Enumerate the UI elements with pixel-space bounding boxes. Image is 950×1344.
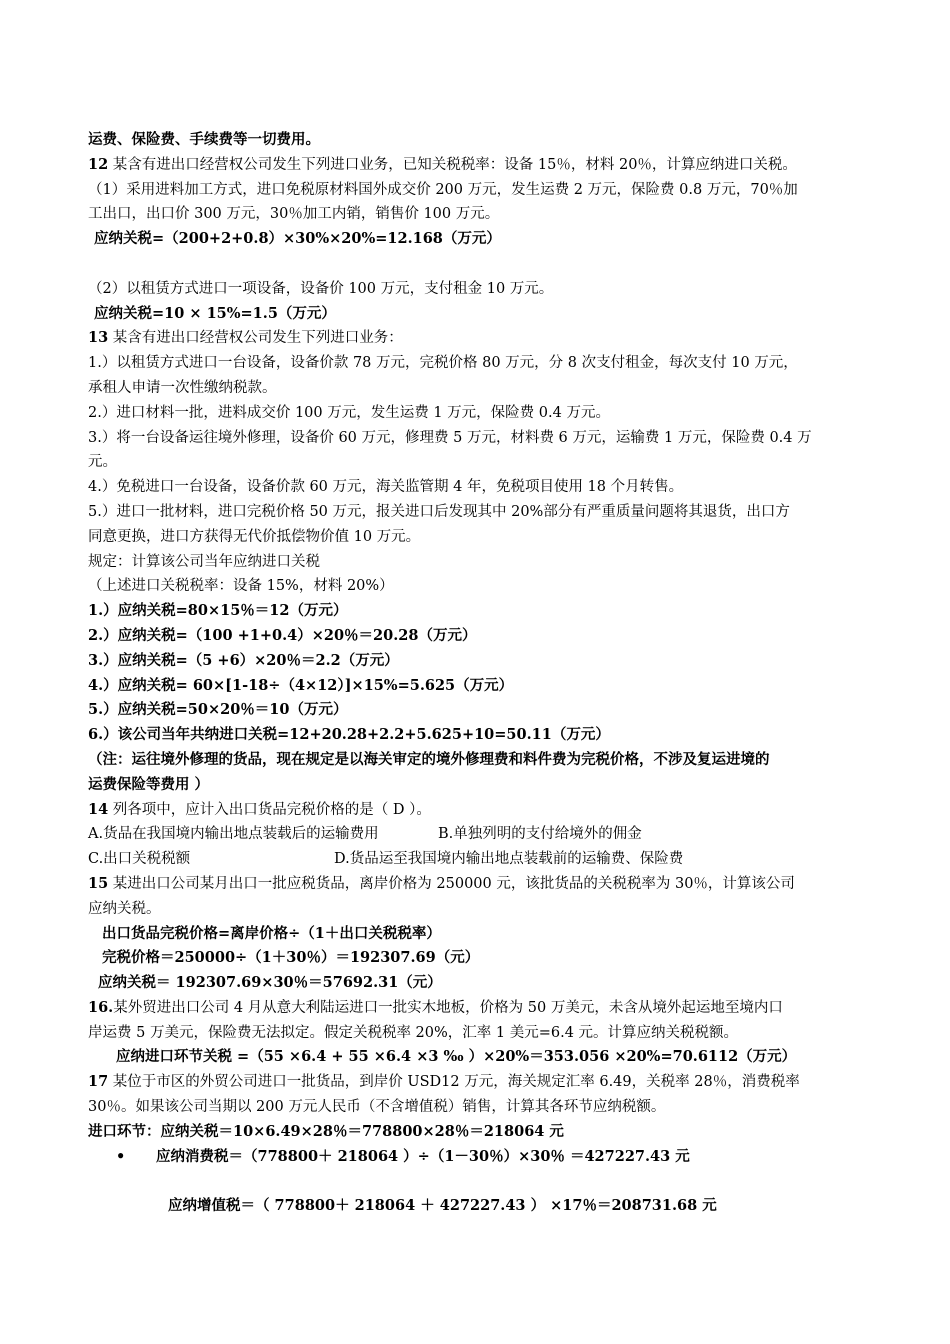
text-line: 岸运费 5 万美元，保险费无法拟定。假定关税税率 20%，汇率 1 美元=6.4 元。计算应纳关税税额。 [88, 1024, 739, 1041]
answer-line: 进口环节：应纳关税＝10×6.49×28％＝778800×28％＝218064 元 [88, 1122, 564, 1140]
document-body [88, 128, 888, 1219]
question-number: 15 [88, 874, 109, 892]
question-text: 某进出口公司某月出口一批应税货品，离岸价格为 250000 元，该批货品的关税税率为 30％，计算该公司 [108, 875, 795, 892]
text-line: 30％。如果该公司当期以 200 万元人民币（不含增值税）销售，计算其各环节应纳税额。 [88, 1099, 666, 1116]
text-line: 3.）将一台设备运往境外修理，设备价 60 万元，修理费 5 万元，材料费 6 万元，运输费 1 万元，保险费 0.4 万 [88, 429, 812, 446]
option-a: A.货品在我国境内输出地点装载后的运输费用 [88, 826, 379, 843]
text-line: 同意更换，进口方获得无代价抵偿物价值 10 万元。 [88, 528, 421, 545]
options-row [88, 847, 888, 872]
blank-line [88, 252, 888, 277]
question-text: 某外贸进出口公司 4 月从意大利陆运进口一批实木地板，价格为 50 万美元，未含从境外起运地至境内口 [113, 999, 783, 1016]
question-number: 13 [88, 329, 109, 347]
answer-line: 应纳关税＝ 192307.69×30％＝57692.31（元） [98, 974, 442, 992]
question-15-line [88, 872, 888, 897]
answer-line: 应纳增值税＝（ 778800＋ 218064 ＋ 427227.43 ） ×17％＝208731.68 元 [168, 1197, 717, 1215]
blank-line [88, 1169, 888, 1194]
question-text: 列各项中，应计入出口货品完税价格的是（ D ）。 [108, 801, 431, 818]
bullet-icon: • [116, 1147, 126, 1165]
question-number: 17 [88, 1073, 109, 1091]
note-line: （注：运往境外修理的货品，现在规定是以海关审定的境外修理费和料件费为完税价格，不涉及复运进境的 [88, 750, 770, 768]
answer-line: 3.）应纳关税=（5 +6）×20％＝2.2（万元） [88, 651, 399, 669]
option-d: D.货品运至我国境内输出地点装载前的运输费、保险费 [334, 851, 684, 868]
text-line: 工出口，出口价 300 万元，30％加工内销，销售价 100 万元。 [88, 206, 500, 223]
question-text: 某含有进出口经营权公司发生下列进口业务，已知关税税率：设备 15％，材料 20％，计算应纳进口关税。 [108, 156, 797, 173]
answer-text: 应纳消费税＝（778800＋ 218064 ）÷（1－30％）×30％ ＝427227.43 元 [156, 1147, 690, 1165]
bullet-answer-line [88, 1145, 888, 1170]
note-line: 运费保险等费用 ） [88, 775, 210, 793]
question-17-line [88, 1070, 888, 1095]
question-12-line [88, 153, 888, 178]
answer-line: 2.）应纳关税=（100 +1+0.4）×20％＝20.28（万元） [88, 626, 477, 644]
text-line: （上述进口关税税率：设备 15%，材料 20%） [88, 578, 394, 595]
text-line: 运费、保险费、手续费等一切费用。 [88, 131, 320, 148]
question-number: 16. [88, 998, 114, 1016]
text-line: 4.）免税进口一台设备，设备价款 60 万元，海关监管期 4 年，免税项目使用 18 个月转售。 [88, 479, 684, 496]
text-line: 5.）进口一批材料，进口完税价格 50 万元，报关进口后发现其中 20%部分有严重质量问题将其退货，出口方 [88, 503, 790, 520]
text-line: 1.）以租赁方式进口一台设备，设备价款 78 万元，完税价格 80 万元，分 8 次支付租金，每次支付 10 万元， [88, 355, 798, 372]
answer-line: 应纳关税=（200+2+0.8）×30%×20%=12.168（万元） [94, 230, 501, 248]
question-13-line [88, 326, 888, 351]
question-number: 12 [88, 155, 109, 173]
text-line: （1）采用进料加工方式，进口免税原材料国外成交价 200 万元，发生运费 2 万元，保险费 0.8 万元，70％加 [88, 181, 798, 198]
text-line: （2）以租赁方式进口一项设备，设备价 100 万元，支付租金 10 万元。 [88, 280, 554, 297]
text-line: 元。 [88, 454, 117, 471]
question-text: 某含有进出口经营权公司发生下列进口业务： [108, 330, 403, 347]
question-16-line [88, 996, 888, 1021]
answer-line: 4.）应纳关税= 60×[1-18÷（4×12）]×15%=5.625（万元） [88, 676, 514, 694]
question-number: 14 [88, 800, 109, 818]
answer-line: 1.）应纳关税=80×15％＝12（万元） [88, 602, 348, 620]
answer-line: 应纳关税=10 × 15%=1.5（万元） [94, 304, 336, 322]
text-line: 2.）进口材料一批，进料成交价 100 万元，发生运费 1 万元，保险费 0.4 万元。 [88, 404, 610, 421]
answer-line: 6.）该公司当年共纳进口关税=12+20.28+2.2+5.625+10=50.11（万元） [88, 726, 610, 744]
answer-line: 完税价格＝250000÷（1＋30％）＝192307.69（元） [102, 949, 480, 967]
text-line: 承租人申请一次性缴纳税款。 [88, 379, 277, 396]
option-b: B.单独列明的支付给境外的佣金 [438, 826, 642, 843]
options-row [88, 822, 888, 847]
option-c: C.出口关税税额 [88, 851, 191, 868]
answer-line: 应纳进口环节关税 =（55 ×6.4 + 55 ×6.4 ×3 ‰ ）×20%＝353.056 ×20%=70.6112（万元） [116, 1048, 797, 1066]
question-14-line [88, 798, 888, 823]
answer-line: 出口货品完税价格=离岸价格÷（1＋出口关税税率） [102, 924, 441, 942]
question-text: 某位于市区的外贸公司进口一批货品，到岸价 USD12 万元，海关规定汇率 6.49，关税率 28％，消费税率 [108, 1074, 800, 1091]
text-line: 规定：计算该公司当年应纳进口关税 [88, 553, 320, 570]
text-line: 应纳关税。 [88, 900, 161, 917]
answer-line: 5.）应纳关税=50×20％＝10（万元） [88, 701, 348, 719]
